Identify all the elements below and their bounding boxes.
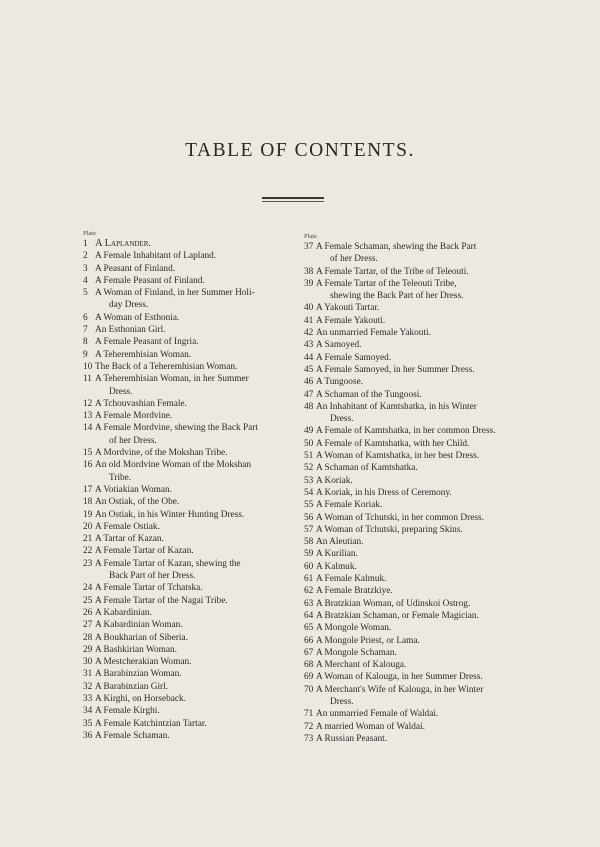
plate-title: A Koriak, in his Dress of Ceremony. [316, 487, 452, 498]
plate-number: 40 [304, 303, 314, 314]
plate-title: An old Mordvine Woman of the Mokshan [95, 460, 252, 471]
plate-entry [83, 398, 293, 410]
plate-entry [304, 278, 516, 303]
plate-entry [304, 475, 516, 487]
plate-title: A married Woman of Waldai. [316, 721, 425, 732]
plate-title: A Female Yakouti. [316, 315, 386, 326]
plate-entry [304, 339, 516, 351]
plate-title: A Woman of Tchutski, in her common Dress. [316, 512, 484, 523]
plate-title-continuation: Back Part of her Dress. [109, 571, 196, 582]
plate-number: 7 [83, 325, 88, 336]
plate-title: A Female Tartar of Kazan. [95, 546, 194, 557]
plate-entry [304, 573, 516, 585]
plate-number: 64 [304, 610, 314, 621]
plate-title: An unmarried Female of Waldai. [316, 709, 439, 720]
plate-title: A Kurilian. [316, 549, 358, 560]
plate-number: 46 [304, 377, 314, 388]
plate-entry [83, 705, 293, 717]
plate-title: A Tchouvashian Female. [95, 398, 187, 409]
plate-entry [83, 582, 293, 594]
plate-number: 68 [304, 660, 314, 671]
plate-entry [83, 718, 293, 730]
plate-entry [304, 721, 516, 733]
title-rule [262, 197, 324, 199]
plate-number: 21 [83, 534, 93, 545]
plate-number: 25 [83, 595, 93, 606]
plate-title: A Female Schaman. [95, 730, 170, 741]
plate-title: A Female Kirghi. [95, 706, 160, 717]
plate-title: A Peasant of Finland. [95, 263, 176, 274]
plate-number: 16 [83, 460, 93, 471]
plate-title: A Woman of Finland, in her Summer Holi- [95, 288, 255, 299]
plate-title: An Ostiak, in his Winter Hunting Dress. [95, 509, 245, 520]
plate-title: A Female Bratzkiye. [316, 586, 393, 597]
plate-title: A Female Tartar of Tchatska. [95, 583, 203, 594]
plate-title: A Barabinzian Girl. [95, 681, 169, 692]
plate-title: A Mordvine, of the Mokshan Tribe. [95, 448, 228, 459]
plate-title: The Back of a Teheremhisian Woman. [95, 361, 238, 372]
plate-number: 26 [83, 607, 93, 618]
plate-number: 36 [83, 730, 93, 741]
plate-entry [304, 401, 516, 426]
plate-number: 5 [83, 288, 88, 299]
plate-title: A Female Samoyed. [316, 352, 392, 363]
plate-number: 42 [304, 328, 314, 339]
plate-title-continuation: Tribe. [109, 472, 132, 483]
plate-number: 65 [304, 623, 314, 634]
plate-number: 15 [83, 448, 93, 459]
plate-number: 56 [304, 512, 314, 523]
plate-title: A Woman of Kamtshatka, in her best Dress. [316, 451, 480, 462]
plate-entry [304, 425, 516, 437]
plate-entry [304, 524, 516, 536]
plate-title: A Tungoose. [316, 377, 364, 388]
plate-entry [304, 598, 516, 610]
plate-title: A Female Inhabitant of Lapland. [95, 251, 217, 262]
plate-title: A Female Samoyed, in her Summer Dress. [316, 364, 475, 375]
plate-title: A Mongole Priest, or Lama. [316, 635, 420, 646]
plate-entry [304, 438, 516, 450]
plate-entry [304, 659, 516, 671]
plate-number: 6 [83, 312, 88, 323]
plate-entry [83, 324, 293, 336]
plate-number: 63 [304, 598, 314, 609]
plate-entry [83, 238, 293, 250]
plate-entry [83, 668, 293, 680]
plate-title-continuation: of her Dress. [330, 254, 378, 265]
plate-title: A Female Kalmuk. [316, 574, 387, 585]
plate-entry [83, 730, 293, 742]
plate-number: 18 [83, 497, 93, 508]
plate-title: A Female Mordvine, shewing the Back Part [95, 423, 258, 434]
plate-number: 51 [304, 451, 314, 462]
plate-entry [304, 450, 516, 462]
plate-number: 54 [304, 487, 314, 498]
plate-entry [83, 632, 293, 644]
plate-entry [83, 521, 293, 533]
plate-entry [83, 681, 293, 693]
plate-number: 37 [304, 242, 314, 252]
plate-title: A Female Schaman, shewing the Back Part [316, 242, 477, 252]
plate-title: A Female of Kamtshatka, with her Child. [316, 438, 470, 449]
contents-column-right [304, 233, 516, 745]
plate-number: 24 [83, 583, 93, 594]
plate-number: 29 [83, 644, 93, 655]
plate-title: A Teheremhisian Woman, in her Summer [95, 374, 249, 385]
plate-title: A Mongole Schaman. [316, 647, 397, 658]
plate-entry [304, 647, 516, 659]
plate-number: 4 [83, 275, 88, 286]
plate-number: 3 [83, 263, 88, 274]
plate-entry [304, 635, 516, 647]
plate-title: A Kabardinian. [95, 607, 152, 618]
plate-title: A Woman of Kalouga, in her Summer Dress. [316, 672, 483, 683]
plate-title-continuation: day Dress. [109, 300, 149, 311]
plate-entry [83, 312, 293, 324]
plate-entry [304, 536, 516, 548]
plate-entry [83, 459, 293, 484]
plate-entry [304, 708, 516, 720]
plate-title: A Kabardinian Woman. [95, 620, 183, 631]
plate-entry [83, 373, 293, 398]
plate-entry [304, 684, 516, 709]
plate-number: 12 [83, 398, 93, 409]
plate-entry [83, 361, 293, 373]
plate-number: 23 [83, 558, 93, 569]
plate-number: 19 [83, 509, 93, 520]
plate-entry [304, 548, 516, 560]
contents-column-left [83, 230, 293, 742]
plate-entry [304, 241, 516, 266]
plate-title: A Mongole Woman. [316, 623, 392, 634]
plate-number: 8 [83, 337, 88, 348]
plate-title: A Female Tartar of Kazan, shewing the [95, 558, 241, 569]
plate-number: 14 [83, 423, 93, 434]
plate-title: A Boukharian of Siberia. [95, 632, 188, 643]
plate-entry [83, 619, 293, 631]
plate-entry [83, 336, 293, 348]
plate-title: A Bashkirian Woman. [95, 644, 177, 655]
plate-list-right [304, 241, 516, 745]
plate-number: 41 [304, 315, 314, 326]
plate-entry [83, 545, 293, 557]
plate-number: 2 [83, 251, 88, 262]
plate-title: A Female Tartar of the Nagai Tribe. [95, 595, 228, 606]
plate-number: 55 [304, 500, 314, 511]
plate-entry [83, 558, 293, 583]
plate-entry [304, 487, 516, 499]
plate-title: A Female Tartar of the Teleouti Tribe, [316, 278, 457, 289]
plate-title-continuation: Dress. [109, 386, 133, 397]
plate-entry [304, 561, 516, 573]
plate-title: A Votiakian Woman. [95, 484, 172, 495]
plate-title-continuation: shewing the Back Part of her Dress. [330, 291, 464, 302]
plate-number: 53 [304, 475, 314, 486]
plate-number: 44 [304, 352, 314, 363]
plate-title: A Teheremhisian Woman. [95, 349, 192, 360]
plate-number: 22 [83, 546, 93, 557]
plate-title: A Laplander. [95, 238, 152, 249]
plate-title-continuation: of her Dress. [109, 435, 157, 446]
plate-number: 34 [83, 706, 93, 717]
plate-title: A Female Mordvine. [95, 411, 173, 422]
title-rule-thin [262, 201, 324, 202]
plate-number: 66 [304, 635, 314, 646]
plate-title-continuation: Dress. [330, 414, 354, 425]
plate-entry [304, 585, 516, 597]
plate-entry [304, 352, 516, 364]
plate-title: A Female Ostiak. [95, 521, 160, 532]
plate-entry [304, 499, 516, 511]
plate-title: An Aleutian. [316, 537, 364, 548]
plate-title: A Samoyed. [316, 340, 362, 351]
plate-entry [304, 733, 516, 745]
plate-title: An unmarried Female Yakouti. [316, 328, 431, 339]
plate-number: 45 [304, 364, 314, 375]
plate-title: A Female of Kamtshatka, in her common Dress. [316, 426, 496, 437]
plate-entry [304, 512, 516, 524]
plate-entry [83, 595, 293, 607]
plate-entry [83, 422, 293, 447]
plate-number: 50 [304, 438, 314, 449]
plate-number: 27 [83, 620, 93, 631]
plate-entry [83, 287, 293, 312]
plate-title: A Woman of Esthonia. [95, 312, 180, 323]
plate-entry [83, 693, 293, 705]
plate-title: An Esthonian Girl. [95, 325, 166, 336]
plate-number: 9 [83, 349, 88, 360]
plate-number: 39 [304, 278, 314, 289]
plate-number: 71 [304, 709, 314, 720]
plate-number: 47 [304, 389, 314, 400]
plate-number: 28 [83, 632, 93, 643]
plate-heading-left: Plate [83, 230, 96, 237]
plate-entry [83, 349, 293, 361]
plate-title: A Merchant's Wife of Kalouga, in her Winter [316, 684, 484, 695]
plate-entry [304, 315, 516, 327]
plate-number: 20 [83, 521, 93, 532]
plate-title: A Female Tartar, of the Tribe of Teleouti. [316, 266, 469, 277]
plate-entry [304, 462, 516, 474]
plate-title: A Bratzkian Woman, of Udinskoi Ostrog. [316, 598, 471, 609]
plate-number: 69 [304, 672, 314, 683]
plate-entry [304, 622, 516, 634]
plate-title: A Schaman of the Tungoosi. [316, 389, 422, 400]
plate-title-continuation: Dress. [330, 696, 354, 707]
plate-number: 38 [304, 266, 314, 277]
plate-number: 32 [83, 681, 93, 692]
plate-number: 62 [304, 586, 314, 597]
plate-entry [83, 656, 293, 668]
plate-entry [83, 644, 293, 656]
plate-title: A Merchant of Kalouga. [316, 660, 407, 671]
plate-entry [304, 327, 516, 339]
plate-number: 17 [83, 484, 93, 495]
plate-entry [304, 376, 516, 388]
plate-number: 35 [83, 718, 93, 729]
plate-number: 58 [304, 537, 314, 548]
plate-number: 59 [304, 549, 314, 560]
plate-list-left [83, 238, 293, 742]
plate-number: 72 [304, 721, 314, 732]
plate-title: An Inhabitant of Kamtshatka, in his Winter [316, 401, 477, 412]
plate-title: A Koriak. [316, 475, 353, 486]
plate-number: 10 [83, 361, 93, 372]
plate-number: 61 [304, 574, 314, 585]
plate-title: A Female Peasant of Ingria. [95, 337, 199, 348]
plate-entry [83, 496, 293, 508]
plate-entry [304, 389, 516, 401]
plate-title: A Schaman of Kamtshatka. [316, 463, 418, 474]
plate-title: A Female Peasant of Finland. [95, 275, 205, 286]
plate-entry [304, 671, 516, 683]
plate-title: A Tartar of Kazan. [95, 534, 164, 545]
plate-entry [83, 250, 293, 262]
plate-number: 31 [83, 669, 93, 680]
plate-number: 52 [304, 463, 314, 474]
plate-number: 60 [304, 561, 314, 572]
plate-entry [83, 509, 293, 521]
plate-number: 73 [304, 733, 314, 744]
plate-number: 57 [304, 524, 314, 535]
plate-title: A Bratzkian Schaman, or Female Magician. [316, 610, 479, 621]
plate-number: 1 [83, 239, 88, 249]
page-title: TABLE OF CONTENTS. [185, 140, 415, 161]
plate-entry [83, 484, 293, 496]
plate-title: A Woman of Tchutski, preparing Skins. [316, 524, 463, 535]
plate-entry [83, 607, 293, 619]
plate-number: 30 [83, 657, 93, 668]
plate-entry [83, 447, 293, 459]
plate-number: 70 [304, 684, 314, 695]
plate-entry [304, 302, 516, 314]
plate-number: 13 [83, 411, 93, 422]
plate-title: A Female Katchintzian Tartar. [95, 718, 207, 729]
plate-entry [83, 410, 293, 422]
plate-entry [83, 533, 293, 545]
plate-title: A Kirghi, on Horseback. [95, 693, 186, 704]
plate-entry [304, 266, 516, 278]
plate-number: 11 [83, 374, 92, 385]
plate-title: A Yakouti Tartar. [316, 303, 380, 314]
plate-number: 67 [304, 647, 314, 658]
plate-title: A Female Koriak. [316, 500, 383, 511]
plate-title: A Russian Peasant. [316, 733, 388, 744]
plate-entry [83, 263, 293, 275]
plate-title: An Ostiak, of the Obe. [95, 497, 180, 508]
plate-title: A Mestcherakian Woman. [95, 657, 192, 668]
plate-number: 43 [304, 340, 314, 351]
plate-entry [304, 610, 516, 622]
plate-number: 48 [304, 401, 314, 412]
plate-heading-right: Plate [304, 233, 317, 240]
plate-entry [83, 275, 293, 287]
plate-number: 33 [83, 693, 93, 704]
plate-title: A Barabinzian Woman. [95, 669, 182, 680]
plate-title: A Kalmuk. [316, 561, 357, 572]
plate-number: 49 [304, 426, 314, 437]
plate-entry [304, 364, 516, 376]
